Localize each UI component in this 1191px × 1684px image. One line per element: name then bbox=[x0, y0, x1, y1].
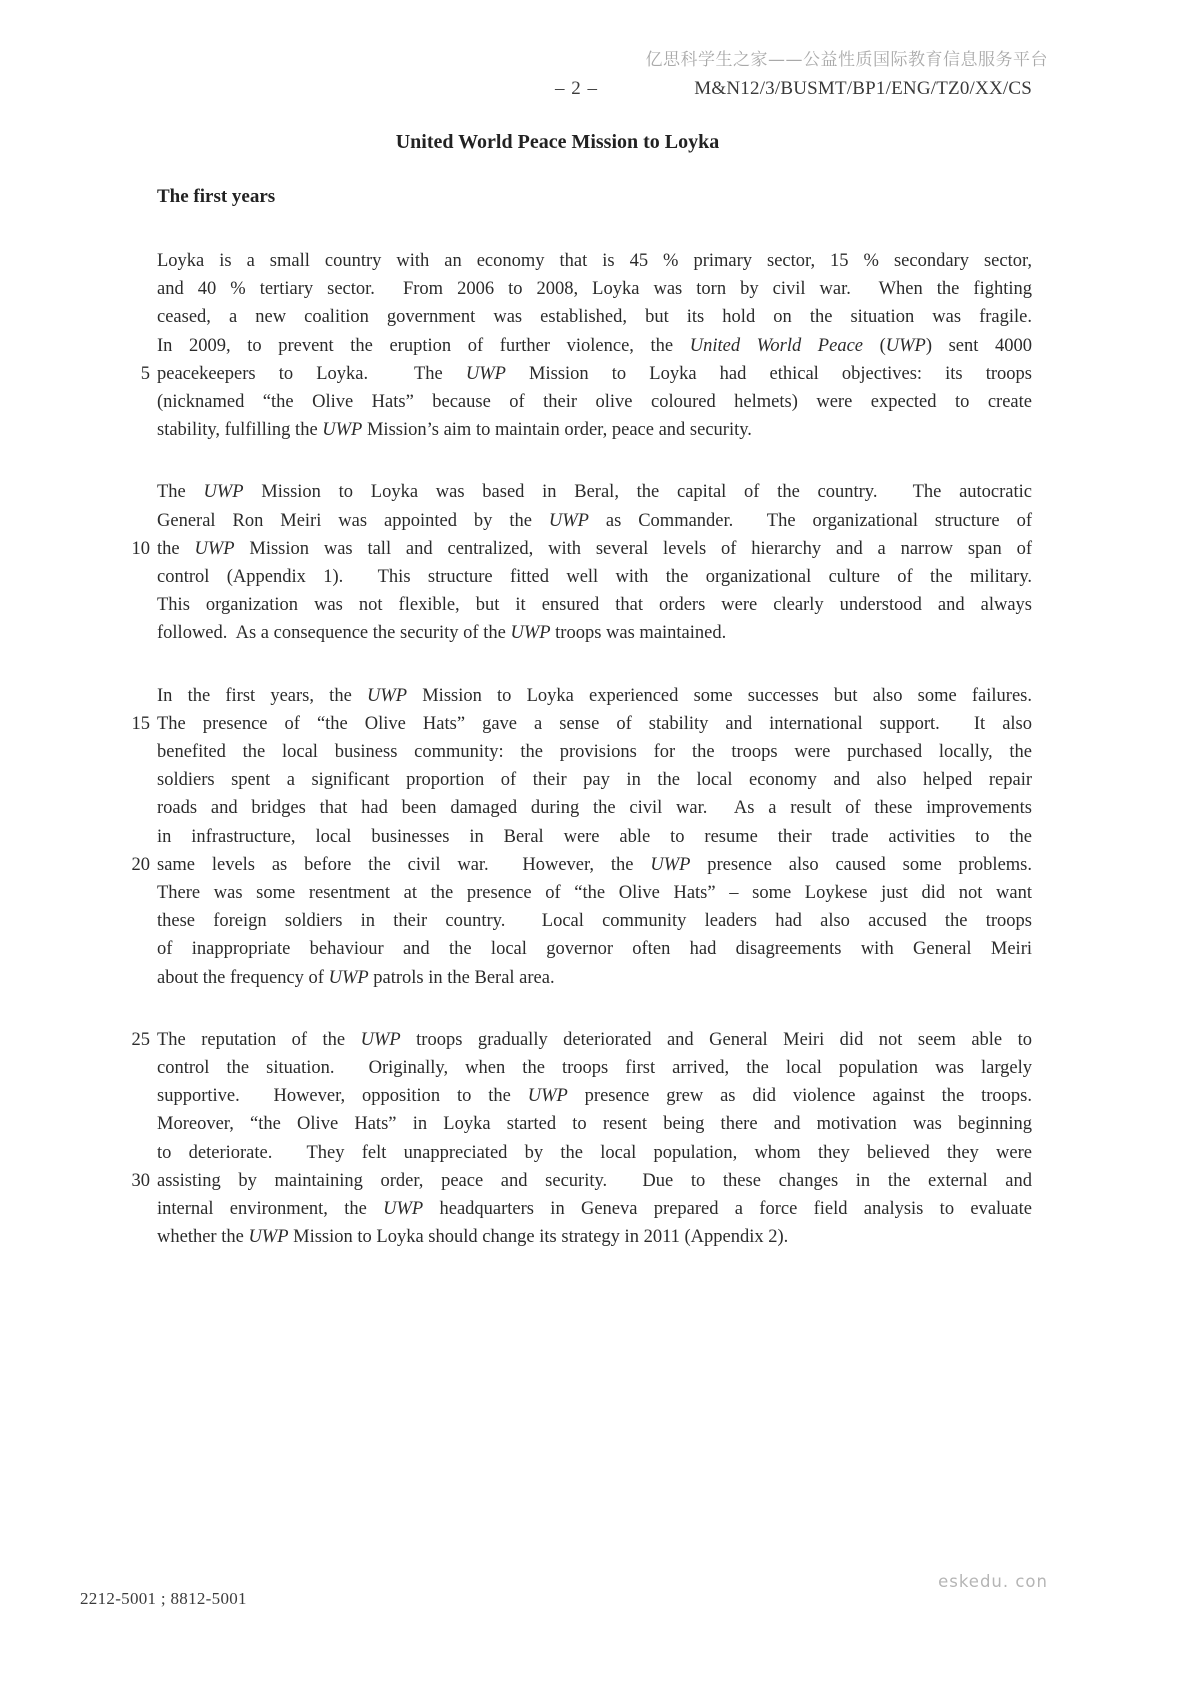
text-segment: as Commander. The organizational structure of bbox=[588, 510, 1032, 531]
paragraph bbox=[131, 1026, 1032, 1252]
text-segment: Mission’s aim to maintain order, peace and security. bbox=[362, 420, 752, 441]
italic-text-segment: UWP bbox=[885, 335, 926, 356]
footer-reference-codes: 2212-5001 ; 8812-5001 bbox=[80, 1589, 247, 1608]
text-segment: Mission to Loyka experienced some successes but also some failures. bbox=[407, 685, 1032, 706]
text-segment: ) sent 4000 bbox=[925, 335, 1032, 356]
text-segment: Mission to Loyka should change its strategy in 2011 (Appendix 2). bbox=[288, 1227, 789, 1248]
text-line bbox=[157, 478, 1032, 506]
text-line bbox=[157, 275, 1032, 303]
text-segment: patrols in the Beral area. bbox=[368, 967, 555, 988]
text-line bbox=[157, 766, 1032, 794]
text-segment: ( bbox=[863, 335, 886, 356]
text-segment: troops was maintained. bbox=[550, 623, 727, 644]
text-segment: stability, fulfilling the bbox=[157, 420, 323, 441]
text-line bbox=[157, 1082, 1032, 1110]
text-segment: General Ron Meiri was appointed by the bbox=[157, 510, 549, 531]
text-line bbox=[157, 794, 1032, 822]
text-segment: in infrastructure, local businesses in Beral were able to resume their trade activities to the bbox=[157, 826, 1032, 847]
margin-line-number: 30 bbox=[131, 1170, 150, 1191]
margin-line-number: 10 bbox=[131, 538, 150, 559]
italic-text-segment: UWP bbox=[203, 482, 244, 503]
text-line bbox=[157, 682, 1032, 710]
text-line bbox=[131, 1026, 1032, 1054]
margin-line-number: 5 bbox=[140, 363, 150, 384]
italic-text-segment: UWP bbox=[548, 510, 589, 531]
italic-text-segment: UWP bbox=[510, 623, 551, 644]
paragraph bbox=[131, 478, 1032, 647]
text-segment: whether the bbox=[157, 1227, 249, 1248]
text-line bbox=[157, 332, 1032, 360]
text-segment: to deteriorate. They felt unappreciated by the local population, whom they believed they were bbox=[157, 1142, 1032, 1163]
text-segment: This organization was not flexible, but it ensured that orders were clearly understood and always bbox=[157, 595, 1032, 616]
text-segment: presence grew as did violence against the troops. bbox=[567, 1086, 1032, 1107]
italic-text-segment: UWP bbox=[650, 854, 691, 875]
paragraph bbox=[131, 682, 1032, 992]
text-line bbox=[157, 416, 1032, 444]
text-segment: In 2009, to prevent the eruption of further violence, the bbox=[157, 335, 690, 356]
text-segment: presence also caused some problems. bbox=[690, 854, 1032, 875]
case-study-body bbox=[131, 247, 1032, 1252]
italic-text-segment: UWP bbox=[328, 967, 369, 988]
text-segment: of inappropriate behaviour and the local governor often had disagreements with General Meiri bbox=[157, 939, 1032, 960]
text-segment: and 40 % tertiary sector. From 2006 to 2008, Loyka was torn by civil war. When the fighting bbox=[157, 279, 1032, 300]
italic-text-segment: UWP bbox=[465, 363, 506, 384]
text-line bbox=[157, 964, 1032, 992]
text-segment: supportive. However, opposition to the bbox=[157, 1086, 528, 1107]
text-line bbox=[157, 591, 1032, 619]
margin-line-number: 20 bbox=[131, 854, 150, 875]
case-study-title: United World Peace Mission to Loyka bbox=[395, 131, 720, 153]
text-segment: these foreign soldiers in their country. Local community leaders had also accused the troops bbox=[157, 911, 1032, 932]
margin-line-number: 25 bbox=[131, 1029, 150, 1050]
site-watermark: eskedu. con bbox=[938, 1572, 1048, 1591]
text-segment: The presence of “the Olive Hats” gave a sense of stability and international support. It also bbox=[157, 713, 1032, 734]
text-segment: soldiers spent a significant proportion of their pay in the local economy and also helped repair bbox=[157, 770, 1032, 791]
italic-text-segment: UWP bbox=[383, 1199, 424, 1220]
text-line bbox=[157, 1223, 1032, 1251]
italic-text-segment: UWP bbox=[248, 1227, 289, 1248]
text-segment: followed. As a consequence the security of the bbox=[157, 623, 511, 644]
text-segment: Mission to Loyka was based in Beral, the capital of the country. The autocratic bbox=[243, 482, 1032, 503]
text-segment: control the situation. Originally, when the troops first arrived, the local population was largely bbox=[157, 1058, 1032, 1079]
margin-line-number: 15 bbox=[131, 713, 150, 734]
text-line bbox=[157, 1195, 1032, 1223]
text-line bbox=[157, 1054, 1032, 1082]
case-study-body-column bbox=[131, 183, 1032, 1252]
text-segment: ceased, a new coalition government was established, but its hold on the situation was fragile. bbox=[157, 307, 1032, 328]
text-line bbox=[157, 563, 1032, 591]
italic-text-segment: UWP bbox=[194, 538, 235, 559]
text-segment: headquarters in Geneva prepared a force field analysis to evaluate bbox=[423, 1199, 1032, 1220]
chinese-site-watermark: 亿思科学生之家——公益性质国际教育信息服务平台 bbox=[645, 50, 1048, 70]
section-heading: The first years bbox=[157, 186, 276, 207]
text-segment: The bbox=[157, 482, 204, 503]
text-segment: internal environment, the bbox=[157, 1199, 384, 1220]
text-line bbox=[157, 507, 1032, 535]
text-segment: The reputation of the bbox=[157, 1029, 361, 1050]
text-segment: peacekeepers to Loyka. The bbox=[157, 363, 466, 384]
paper-reference-code: M&N12/3/BUSMT/BP1/ENG/TZ0/XX/CS bbox=[694, 78, 1032, 99]
italic-text-segment: UWP bbox=[366, 685, 408, 706]
text-segment: In the first years, the bbox=[157, 685, 367, 706]
text-segment: assisting by maintaining order, peace and security. Due to these changes in the external and bbox=[157, 1170, 1032, 1191]
italic-text-segment: UWP bbox=[322, 420, 363, 441]
text-segment: the bbox=[157, 538, 195, 559]
text-line bbox=[131, 1167, 1032, 1195]
text-line bbox=[157, 388, 1032, 416]
text-line bbox=[157, 1139, 1032, 1167]
text-segment: benefited the local business community: the provisions for the troops were purchased locally, the bbox=[157, 742, 1032, 763]
text-line bbox=[157, 823, 1032, 851]
text-line bbox=[157, 1110, 1032, 1138]
text-segment: There was some resentment at the presence of “the Olive Hats” – some Loykese just did not want bbox=[157, 883, 1032, 904]
text-line bbox=[157, 879, 1032, 907]
text-line bbox=[140, 360, 1032, 388]
page-number: – 2 – bbox=[555, 78, 598, 99]
text-line bbox=[157, 303, 1032, 331]
text-line bbox=[157, 247, 1032, 275]
text-line bbox=[157, 907, 1032, 935]
text-line bbox=[157, 619, 1032, 647]
text-segment: Mission to Loyka had ethical objectives: its troops bbox=[505, 363, 1032, 384]
text-segment: Moreover, “the Olive Hats” in Loyka started to resent being there and motivation was beginning bbox=[157, 1114, 1032, 1135]
text-line bbox=[157, 935, 1032, 963]
text-line bbox=[131, 710, 1032, 738]
text-segment: control (Appendix 1). This structure fitted well with the organizational culture of the military. bbox=[157, 567, 1032, 588]
text-segment: Mission was tall and centralized, with several levels of hierarchy and a narrow span of bbox=[234, 538, 1032, 559]
page-header bbox=[157, 78, 1032, 104]
italic-text-segment: UWP bbox=[360, 1029, 401, 1050]
text-line bbox=[131, 535, 1032, 563]
text-segment: roads and bridges that had been damaged during the civil war. As a result of these improvements bbox=[157, 798, 1032, 819]
text-line bbox=[157, 738, 1032, 766]
text-line bbox=[131, 851, 1032, 879]
text-segment: about the frequency of bbox=[157, 967, 329, 988]
text-segment: Loyka is a small country with an economy that is 45 % primary sector, 15 % secondary sector, bbox=[157, 251, 1032, 271]
text-segment: troops gradually deteriorated and General Meiri did not seem able to bbox=[400, 1029, 1032, 1050]
paragraph bbox=[140, 247, 1032, 444]
text-segment: (nicknamed “the Olive Hats” because of their olive coloured helmets) were expected to create bbox=[157, 392, 1032, 413]
text-segment: same levels as before the civil war. However, the bbox=[157, 854, 651, 875]
italic-text-segment: United World Peace bbox=[689, 335, 863, 356]
italic-text-segment: UWP bbox=[527, 1086, 568, 1107]
